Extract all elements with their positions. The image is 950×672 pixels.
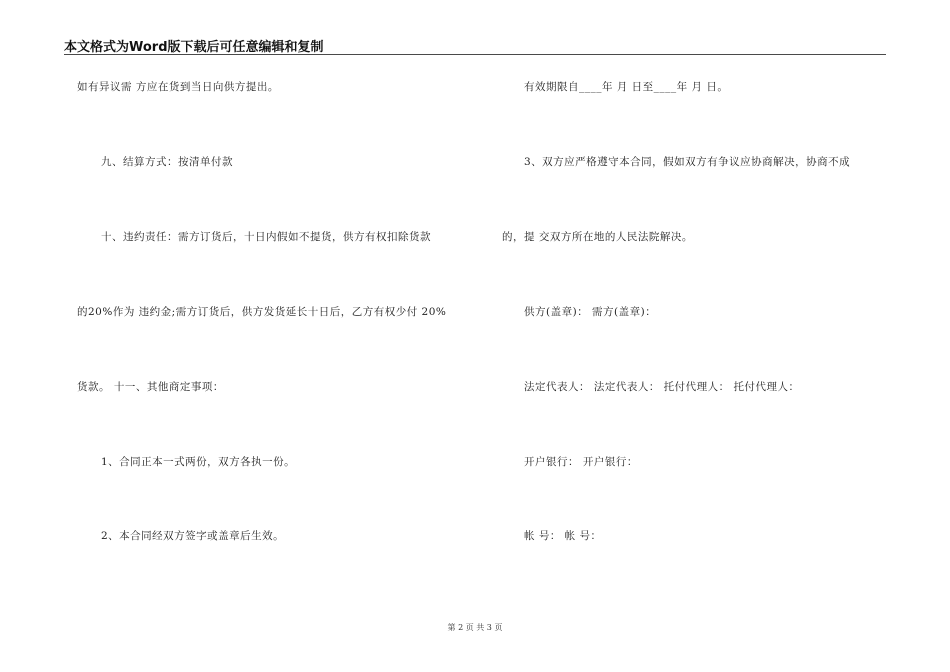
right-line-seals: 供方(盖章)： 需方(盖章)： — [524, 306, 657, 318]
header-title: 本文格式为Word版下载后可任意编辑和复制 — [64, 40, 324, 55]
page-number: 第 2 页 共 3 页 — [447, 623, 503, 632]
left-line-other-matters: 货款。 十一、其他商定事项： — [77, 381, 224, 393]
left-line-effective: 2、本合同经双方签字或盖章后生效。 — [101, 530, 285, 542]
right-line-dispute: 3、双方应严格遵守本合同，假如双方有争议应协商解决，协商不成 — [524, 156, 851, 168]
left-line-liability: 十、违约责任：需方订货后，十日内假如不提货，供方有权扣除货款 — [101, 231, 431, 243]
left-line-settlement: 九、结算方式：按清单付款 — [101, 156, 233, 168]
right-line-representatives: 法定代表人： 法定代表人： 托付代理人： 托付代理人： — [524, 381, 800, 393]
left-line-objection: 如有异议需 方应在货到当日向供方提出。 — [77, 81, 279, 93]
right-line-validity: 有效期限自____年 月 日至____年 月 日。 — [524, 81, 729, 93]
document-header — [64, 34, 886, 55]
left-line-copies: 1、合同正本一式两份，双方各执一份。 — [101, 456, 296, 468]
right-line-court: 的，提 交双方所在地的人民法院解决。 — [502, 231, 693, 243]
right-line-bank: 开户银行： 开户银行： — [524, 456, 638, 468]
right-line-account: 帐 号： 帐 号： — [524, 530, 602, 542]
left-line-penalty: 的20%作为 违约金;需方订货后，供方发货延长十日后，乙方有权少付 20% — [77, 306, 447, 318]
